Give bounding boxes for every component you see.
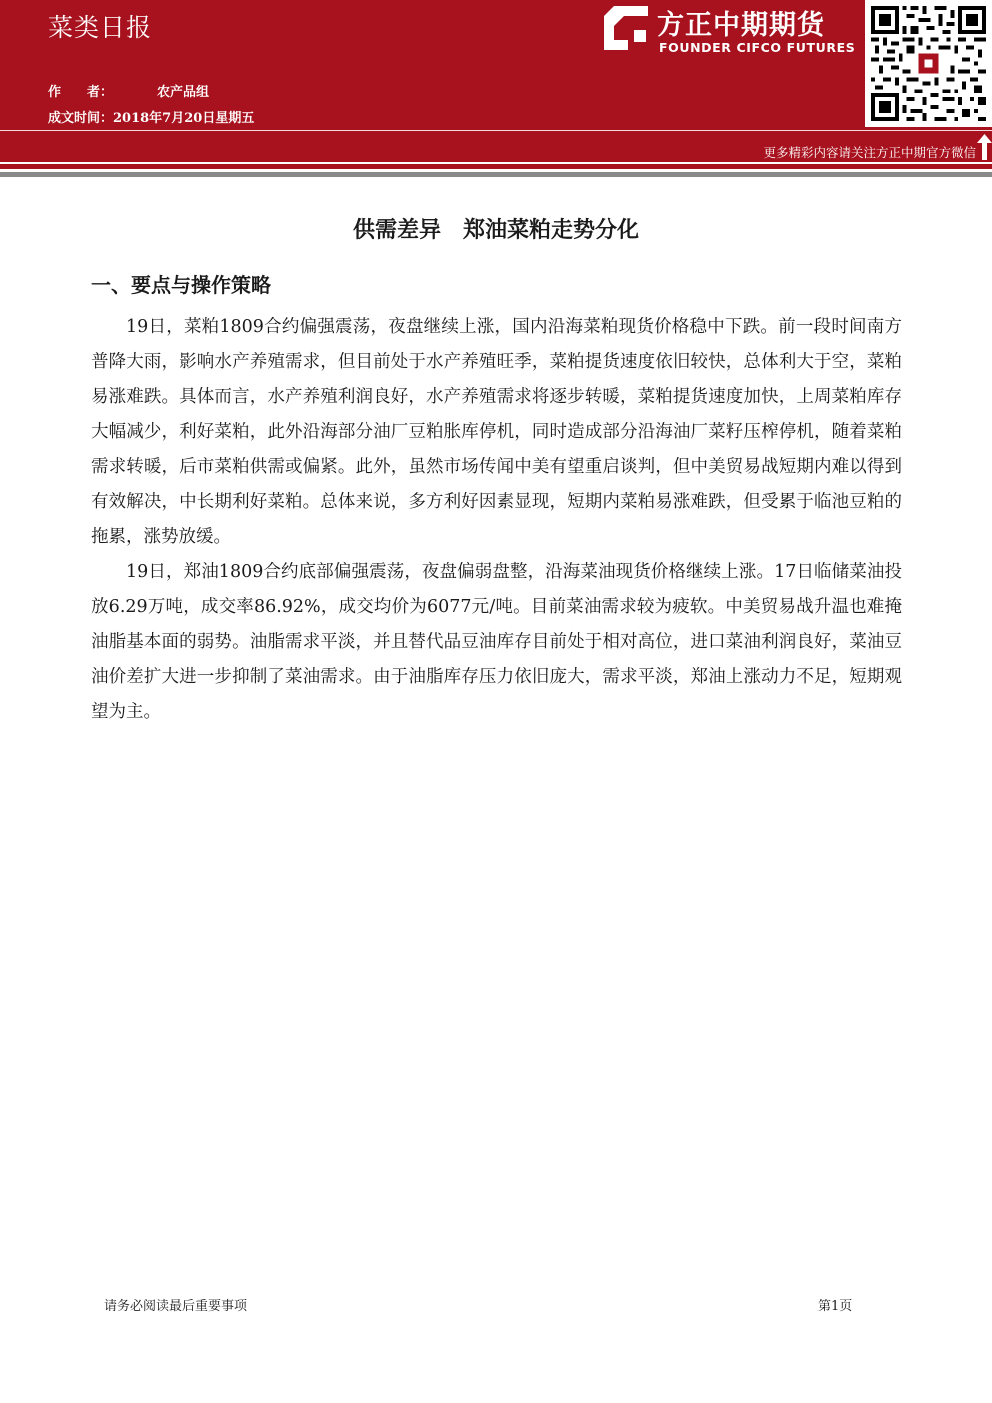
founder-logo-icon: [604, 6, 648, 50]
section-heading: 一、要点与操作策略: [91, 273, 271, 297]
article-body: [91, 310, 902, 730]
header-rule-gray: [0, 172, 992, 177]
wechat-qr-code[interactable]: [865, 0, 992, 127]
paragraph-rapeseed-meal: 19日，菜粕1809合约偏强震荡，夜盘继续上涨，国内沿海菜粕现货价格稳中下跌。前一段时间南方普降大雨，影响水产养殖需求，但目前处于水产养殖旺季，菜粕提货速度依旧较快，总体利大于空，菜粕易涨难跌。具体而言，水产养殖利润良好，水产养殖需求将逐步转暖，菜粕提货速度加快，上周菜粕库存大幅减少，利好菜粕，此外沿海部分油厂豆粕胀库停机，同时造成部分沿海油厂菜籽压榨停机，随着菜粕需求转暖，后市菜粕供需或偏紧。此外，虽然市场传闻中美有望重启谈判，但中美贸易战短期内难以得到有效解决，中长期利好菜粕。总体来说，多方利好因素显现，短期内菜粕易涨难跌，但受累于临池豆粕的拖累，涨势放缓。: [91, 317, 902, 547]
banner-divider: [0, 130, 992, 131]
article-title: 供需差异 郑油菜粕走势分化: [352, 218, 639, 243]
publish-date: 成文时间：2018年7月20日星期五: [48, 111, 255, 126]
qr-code-icon: [871, 6, 986, 121]
page-number: 第1页: [818, 1299, 853, 1314]
paragraph-rapeseed-oil: 19日，郑油1809合约底部偏强震荡，夜盘偏弱盘整，沿海菜油现货价格继续上涨。17日临储菜油投放6.29万吨，成交率86.92%，成交均价为6077元/吨。目前菜油需求较为疲软。中美贸易战升温也难掩油脂基本面的弱势。油脂需求平淡，并且替代品豆油库存目前处于相对高位，进口菜油利润良好，菜油豆油价差扩大进一步抑制了菜油需求。由于油脂库存压力依旧庞大，需求平淡，郑油上涨动力不足，短期观望为主。: [91, 562, 902, 722]
brand-name-cn: 方正中期期货: [657, 10, 825, 41]
header-rule-red: [0, 164, 992, 169]
wechat-follow-note: 更多精彩内容请关注方正中期官方微信: [763, 145, 976, 160]
header-banner: [0, 0, 992, 162]
up-arrow-icon: [977, 134, 992, 160]
author-value: 农产品组: [157, 85, 210, 100]
brand-name-en: FOUNDER CIFCO FUTURES: [659, 40, 856, 55]
report-type: 菜类日报: [48, 13, 153, 42]
disclaimer-link[interactable]: 请务必阅读最后重要事项: [104, 1299, 248, 1314]
author-label: 作 者：: [48, 85, 114, 100]
